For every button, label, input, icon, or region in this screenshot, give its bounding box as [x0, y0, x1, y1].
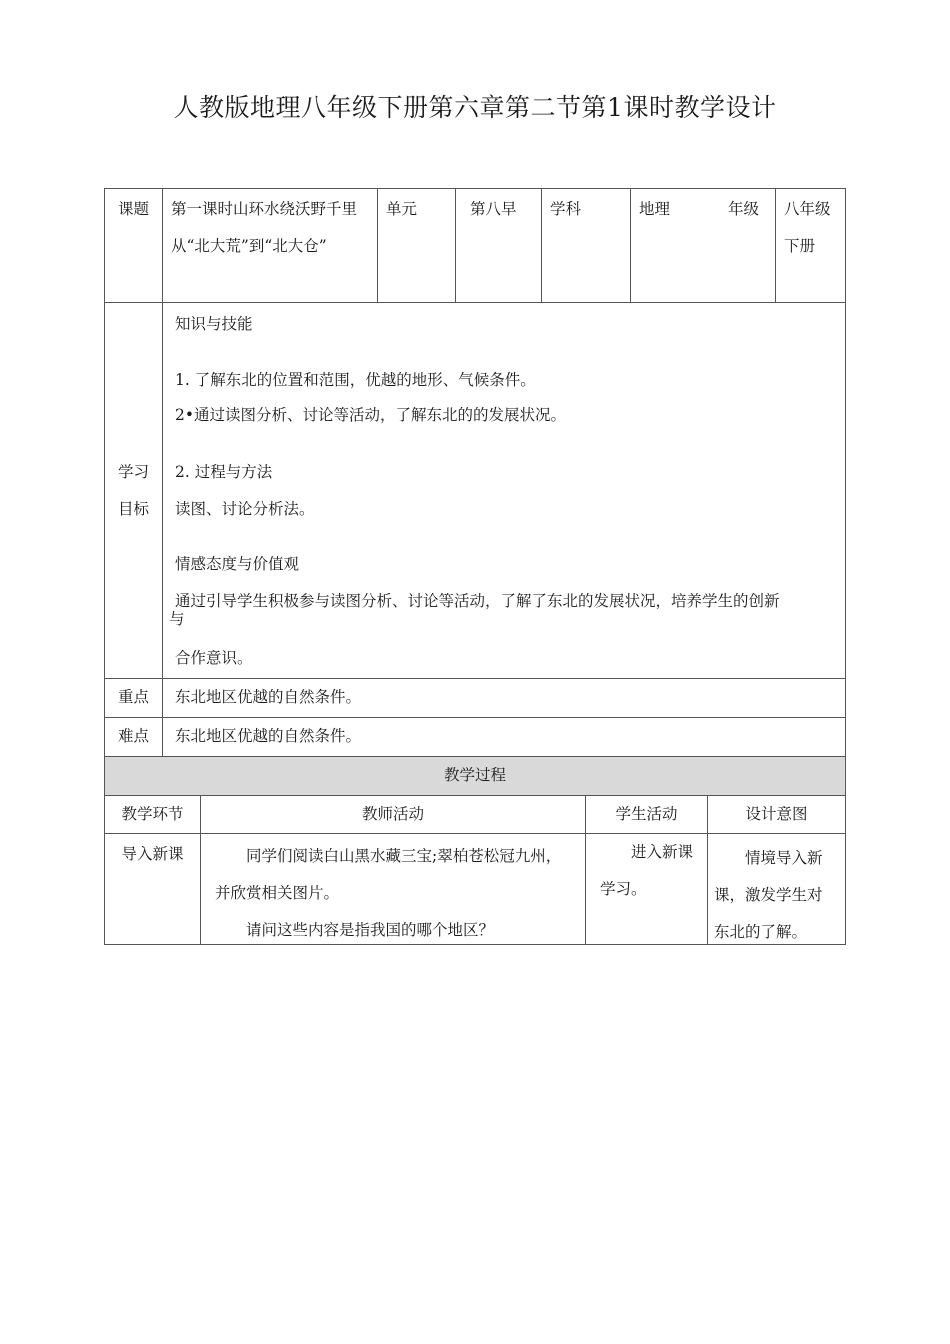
document-title: 人教版地理八年级下册第六章第二节第1课时教学设计	[173, 93, 777, 122]
student-text: 进入新课学习。	[600, 843, 694, 898]
process-header-row	[104, 756, 846, 795]
difficult-point-value: 东北地区优越的自然条件。	[162, 717, 846, 756]
key-point-label: 重点	[104, 678, 162, 717]
subject-value: 地理	[639, 200, 671, 218]
objective-line: 与	[169, 610, 185, 628]
objective-line: 知识与技能	[175, 315, 253, 333]
topic-value: 第一课时山环水绕沃野千里从“北大荒”到“北大仓”	[162, 188, 377, 302]
objective-line: 2•通过读图分析、讨论等活动，了解东北的的发展状况。	[175, 406, 567, 424]
objectives-row	[104, 302, 846, 678]
difficult-point-row	[104, 717, 846, 756]
process-columns-row	[104, 795, 846, 833]
topic-label: 课题	[104, 188, 162, 302]
intent-cell	[707, 833, 846, 945]
objectives-label-line2: 目标	[117, 499, 149, 518]
lesson-plan-table	[104, 188, 846, 945]
process-header: 教学过程	[104, 756, 846, 795]
teacher-line: 同学们阅读白山黑水藏三宝;翠柏苍松冠九州，并欣赏相关图片。	[215, 847, 562, 902]
objective-line: 通过引导学生积极参与读图分析、讨论等活动，了解了东北的发展状况，培养学生的创新	[175, 592, 780, 610]
objective-line: 情感态度与价值观	[175, 555, 300, 573]
column-teacher: 教师活动	[200, 795, 585, 833]
column-stage: 教学环节	[104, 795, 200, 833]
column-student: 学生活动	[585, 795, 707, 833]
objective-line: 2. 过程与方法	[175, 463, 273, 481]
unit-value: 第八早	[455, 188, 541, 302]
objectives-label-line1: 学习	[117, 462, 149, 481]
column-intent: 设计意图	[707, 795, 846, 833]
grade-label: 年级	[727, 200, 759, 218]
objective-line: 读图、讨论分析法。	[175, 500, 315, 518]
subject-label: 学科	[541, 188, 630, 302]
subject-grade-cell	[630, 188, 775, 302]
difficult-point-label: 难点	[104, 717, 162, 756]
key-point-row	[104, 678, 846, 717]
topic-row	[104, 188, 846, 302]
table-row	[104, 833, 846, 945]
grade-value: 八年级下册	[775, 188, 846, 302]
teacher-cell	[200, 833, 585, 945]
key-point-value: 东北地区优越的自然条件。	[162, 678, 846, 717]
objective-line: 1. 了解东北的位置和范围，优越的地形、气候条件。	[175, 371, 536, 389]
intent-text: 情境导入新课，激发学生对东北的了解。	[714, 849, 823, 941]
objective-line: 合作意识。	[175, 649, 253, 667]
objectives-body	[162, 302, 846, 678]
objectives-label	[104, 302, 162, 678]
student-cell	[585, 833, 707, 945]
unit-label: 单元	[377, 188, 455, 302]
teacher-line: 请问这些内容是指我国的哪个地区？	[246, 921, 495, 939]
stage-cell: 导入新课	[104, 833, 200, 945]
